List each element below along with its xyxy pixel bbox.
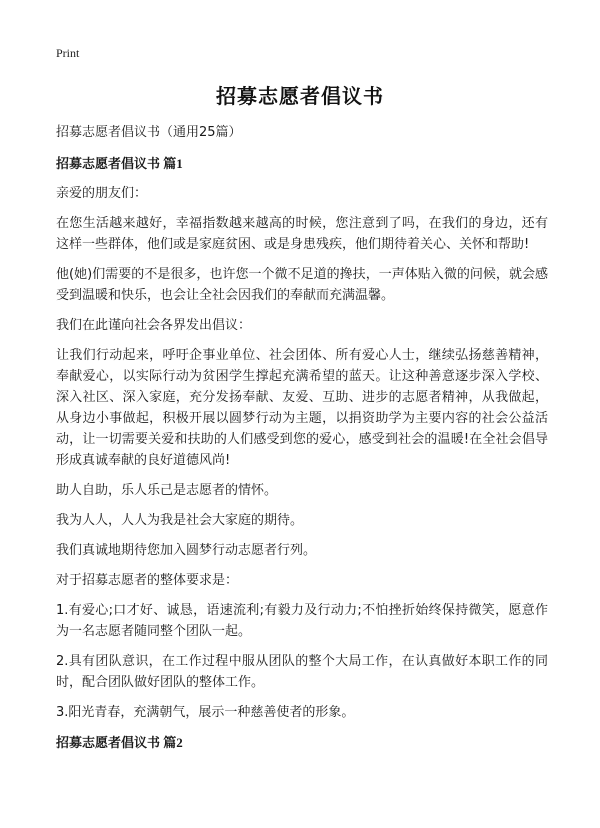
page-title: 招募志愿者倡议书	[216, 84, 384, 108]
greeting: 亲爱的朋友们：	[56, 186, 148, 201]
section-heading-2: 招募志愿者倡议书 篇2	[56, 735, 183, 750]
paragraph: 对于招募志愿者的整体要求是：	[56, 573, 239, 588]
section-heading-1: 招募志愿者倡议书 篇1	[56, 156, 183, 171]
document-body	[56, 122, 548, 762]
paragraph: 助人自助，乐人乐己是志愿者的情怀。	[56, 483, 278, 498]
requirement-item: 3.阳光青春，充满朝气，展示一种慈善使者的形象。	[56, 705, 355, 720]
print-label[interactable]: Print	[56, 46, 80, 60]
paragraph: 在您生活越来越好，幸福指数越来越高的时候，您注意到了吗，在我们的身边，还有这样一些群体，他们或是家庭贫困、或是身患残疾，他们期待着关心、关怀和帮助!	[56, 216, 548, 252]
requirement-item: 2.具有团队意识，在工作过程中服从团队的整个大局工作，在认真做好本职工作的同时，配合团队做好团队的整体工作。	[56, 654, 548, 690]
paragraph: 我们真诚地期待您加入圆梦行动志愿者行列。	[56, 543, 317, 558]
document-subtitle: 招募志愿者倡议书（通用25篇）	[56, 125, 242, 140]
paragraph: 他(她)们需要的不是很多，也许您一个微不足道的搀扶，一声体贴入微的问候，就会感受到温暖和快乐，也会让全社会因我们的奉献而充满温馨。	[56, 267, 548, 303]
paragraph: 我们在此谨向社会各界发出倡议：	[56, 318, 252, 333]
paragraph: 让我们行动起来，呼吁企事业单位、社会团体、所有爱心人士，继续弘扬慈善精神，奉献爱心，以实际行动为贫困学生撑起充满希望的蓝天。让这种善意逐步深入学校、深入社区、深入家庭，充分发扬奉献、友爱、互助、进步的志愿者精神，从我做起，从身边小事做起，积极开展以圆梦行动为主题，以捐资助学为主要内容的社会公益活动，让一切需要关爱和扶助的人们感受到您的爱心，感受到社会的温暖!在全社会倡导形成真诚奉献的良好道德风尚!	[56, 348, 548, 468]
paragraph: 我为人人，人人为我是社会大家庭的期待。	[56, 513, 304, 528]
requirement-item: 1.有爱心;口才好、诚恳，语速流利;有毅力及行动力;不怕挫折始终保持微笑，愿意作为一名志愿者随同整个团队一起。	[56, 603, 548, 639]
